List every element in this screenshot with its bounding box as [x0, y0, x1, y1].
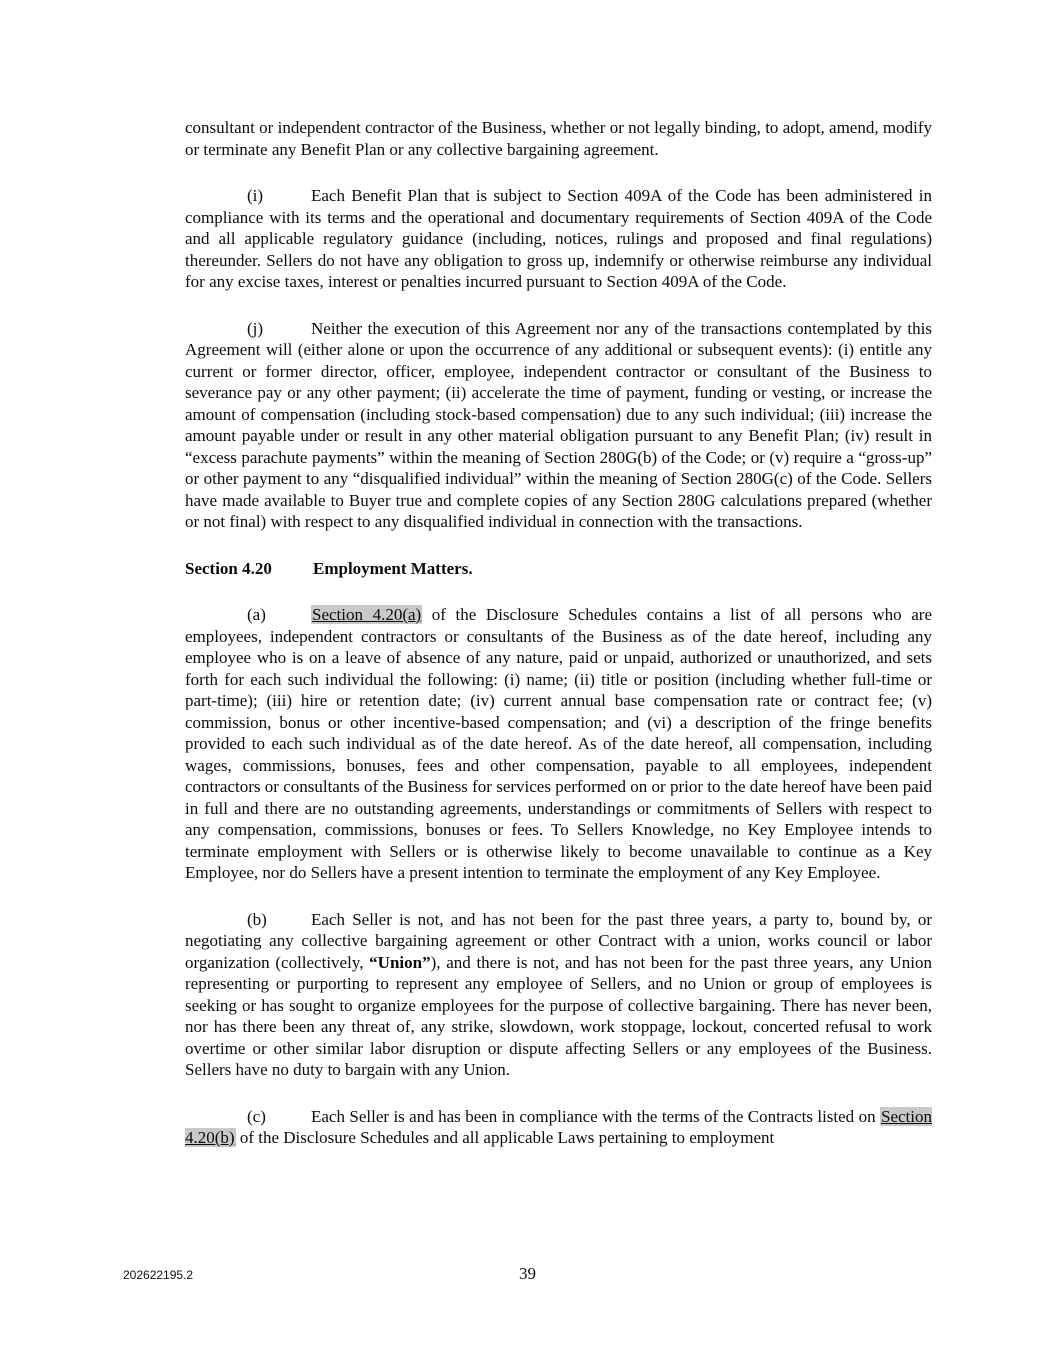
paragraph-b-text-before: Each Seller is not, and has not been for the past three years, a party to, bound by, or negotiating any collective bargaining agreement or other Contract with a union, works council or labor organization (collectively, [185, 909, 932, 972]
footer-page-number: 39 [519, 1264, 536, 1283]
paragraph-j-text: Neither the execution of this Agreement nor any of the transactions contemplated by this Agreement will (either alone or upon the occurrence of any additional or subsequent events): (i) entitle any current or former director, officer, employee, independent contractor or consultant of the Business to severance pay or any other payment; (ii) accelerate the time of payment, funding or vesting, or increase the amount of compensation (including stock-based compensation) due to any such individual; (iii) increase the amount payable under or result in any other material obligation pursuant to any Benefit Plan; (iv) result in “excess parachute payments” within the meaning of Section 280G(b) of the Code; or (v) require a “gross-up” or other payment to any “disqualified individual” within the meaning of Section 280G(c) of the Code. Sellers have made available to Buyer true and complete copies of any Section 280G calculations prepared (whether or not final) with respect to any disqualified individual in connection with the transactions. [185, 318, 932, 531]
section-ref-420a-link[interactable]: Section 4.20(a) [312, 605, 422, 624]
union-term: “Union” [369, 952, 431, 972]
paragraph-c [185, 1106, 932, 1149]
paragraph-i [185, 185, 932, 293]
document-body [185, 117, 932, 1174]
footer-document-number: 202622195.2 [123, 1268, 194, 1282]
section-heading [185, 558, 932, 580]
footer [0, 1263, 1055, 1285]
paragraph-c-text-after: of the Disclosure Schedules and all applicable Laws pertaining to employment [235, 1128, 775, 1147]
paragraph-a [185, 604, 932, 884]
paragraph-continuation-text: consultant or independent contractor of the Business, whether or not legally binding, to adopt, amend, modify or terminate any Benefit Plan or any collective bargaining agreement. [185, 118, 932, 159]
paragraph-b [185, 909, 932, 1081]
paragraph-b-label: (b) [247, 909, 267, 929]
paragraph-i-text: Each Benefit Plan that is subject to Section 409A of the Code has been administered in compliance with its terms and the operational and documentary requirements of Section 409A of the Code and all applicable regulatory guidance (including, notices, rulings and proposed and final regulations) thereunder. Sellers do not have any obligation to gross up, indemnify or otherwise reimburse any individual for any excise taxes, interest or penalties incurred pursuant to Section 409A of the Code. [185, 186, 932, 291]
section-heading-number: Section 4.20 [185, 558, 272, 578]
paragraph-j [185, 318, 932, 533]
paragraph-a-label: (a) [247, 605, 266, 624]
paragraph-c-label: (c) [247, 1106, 266, 1126]
paragraph-c-text-before: Each Seller is and has been in compliance with the terms of the Contracts listed on [311, 1106, 880, 1126]
paragraph-j-label: (j) [247, 318, 264, 338]
paragraph-i-label: (i) [247, 186, 264, 205]
section-ref-420b-link[interactable]: Section 4.20(b) [185, 1106, 932, 1147]
paragraph-continuation [185, 117, 932, 160]
paragraph-a-text: of the Disclosure Schedules contains a list of all persons who are employees, independent contractors or consultants of the Business as of the date hereof, including any employee who is on a leave of absence of any nature, paid or unpaid, authorized or unauthorized, and sets forth for each such individual the following: (i) name; (ii) title or position (including whether full-time or part-time); (iii) hire or retention date; (iv) current annual base compensation rate or contract fee; (v) commission, bonus or other incentive-based compensation; and (vi) a description of the fringe benefits provided to each such individual as of the date hereof. As of the date hereof, all compensation, including wages, commissions, bonuses, fees and other compensation, payable to all employees, independent contractors or consultants of the Business for services performed on or prior to the date hereof have been paid in full and there are no outstanding agreements, understandings or commitments of Sellers with respect to any compensation, commissions, bonuses or fees. To Sellers Knowledge, no Key Employee intends to terminate employment with Sellers or is otherwise likely to become unavailable to continue as a Key Employee, nor do Sellers have a present intention to terminate the employment of any Key Employee. [185, 605, 932, 882]
section-heading-title: Employment Matters. [313, 558, 473, 578]
paragraph-b-text-after: ), and there is not, and has not been for the past three years, any Union representing or purporting to represent any employee of Sellers, and no Union or group of employees is seeking or has sought to organize employees for the purpose of collective bargaining. There has never been, nor has there been any threat of, any strike, slowdown, work stoppage, lockout, concerted refusal to work overtime or other similar labor disruption or dispute affecting Sellers or any employees of the Business. Sellers have no duty to bargain with any Union. [185, 952, 932, 1079]
